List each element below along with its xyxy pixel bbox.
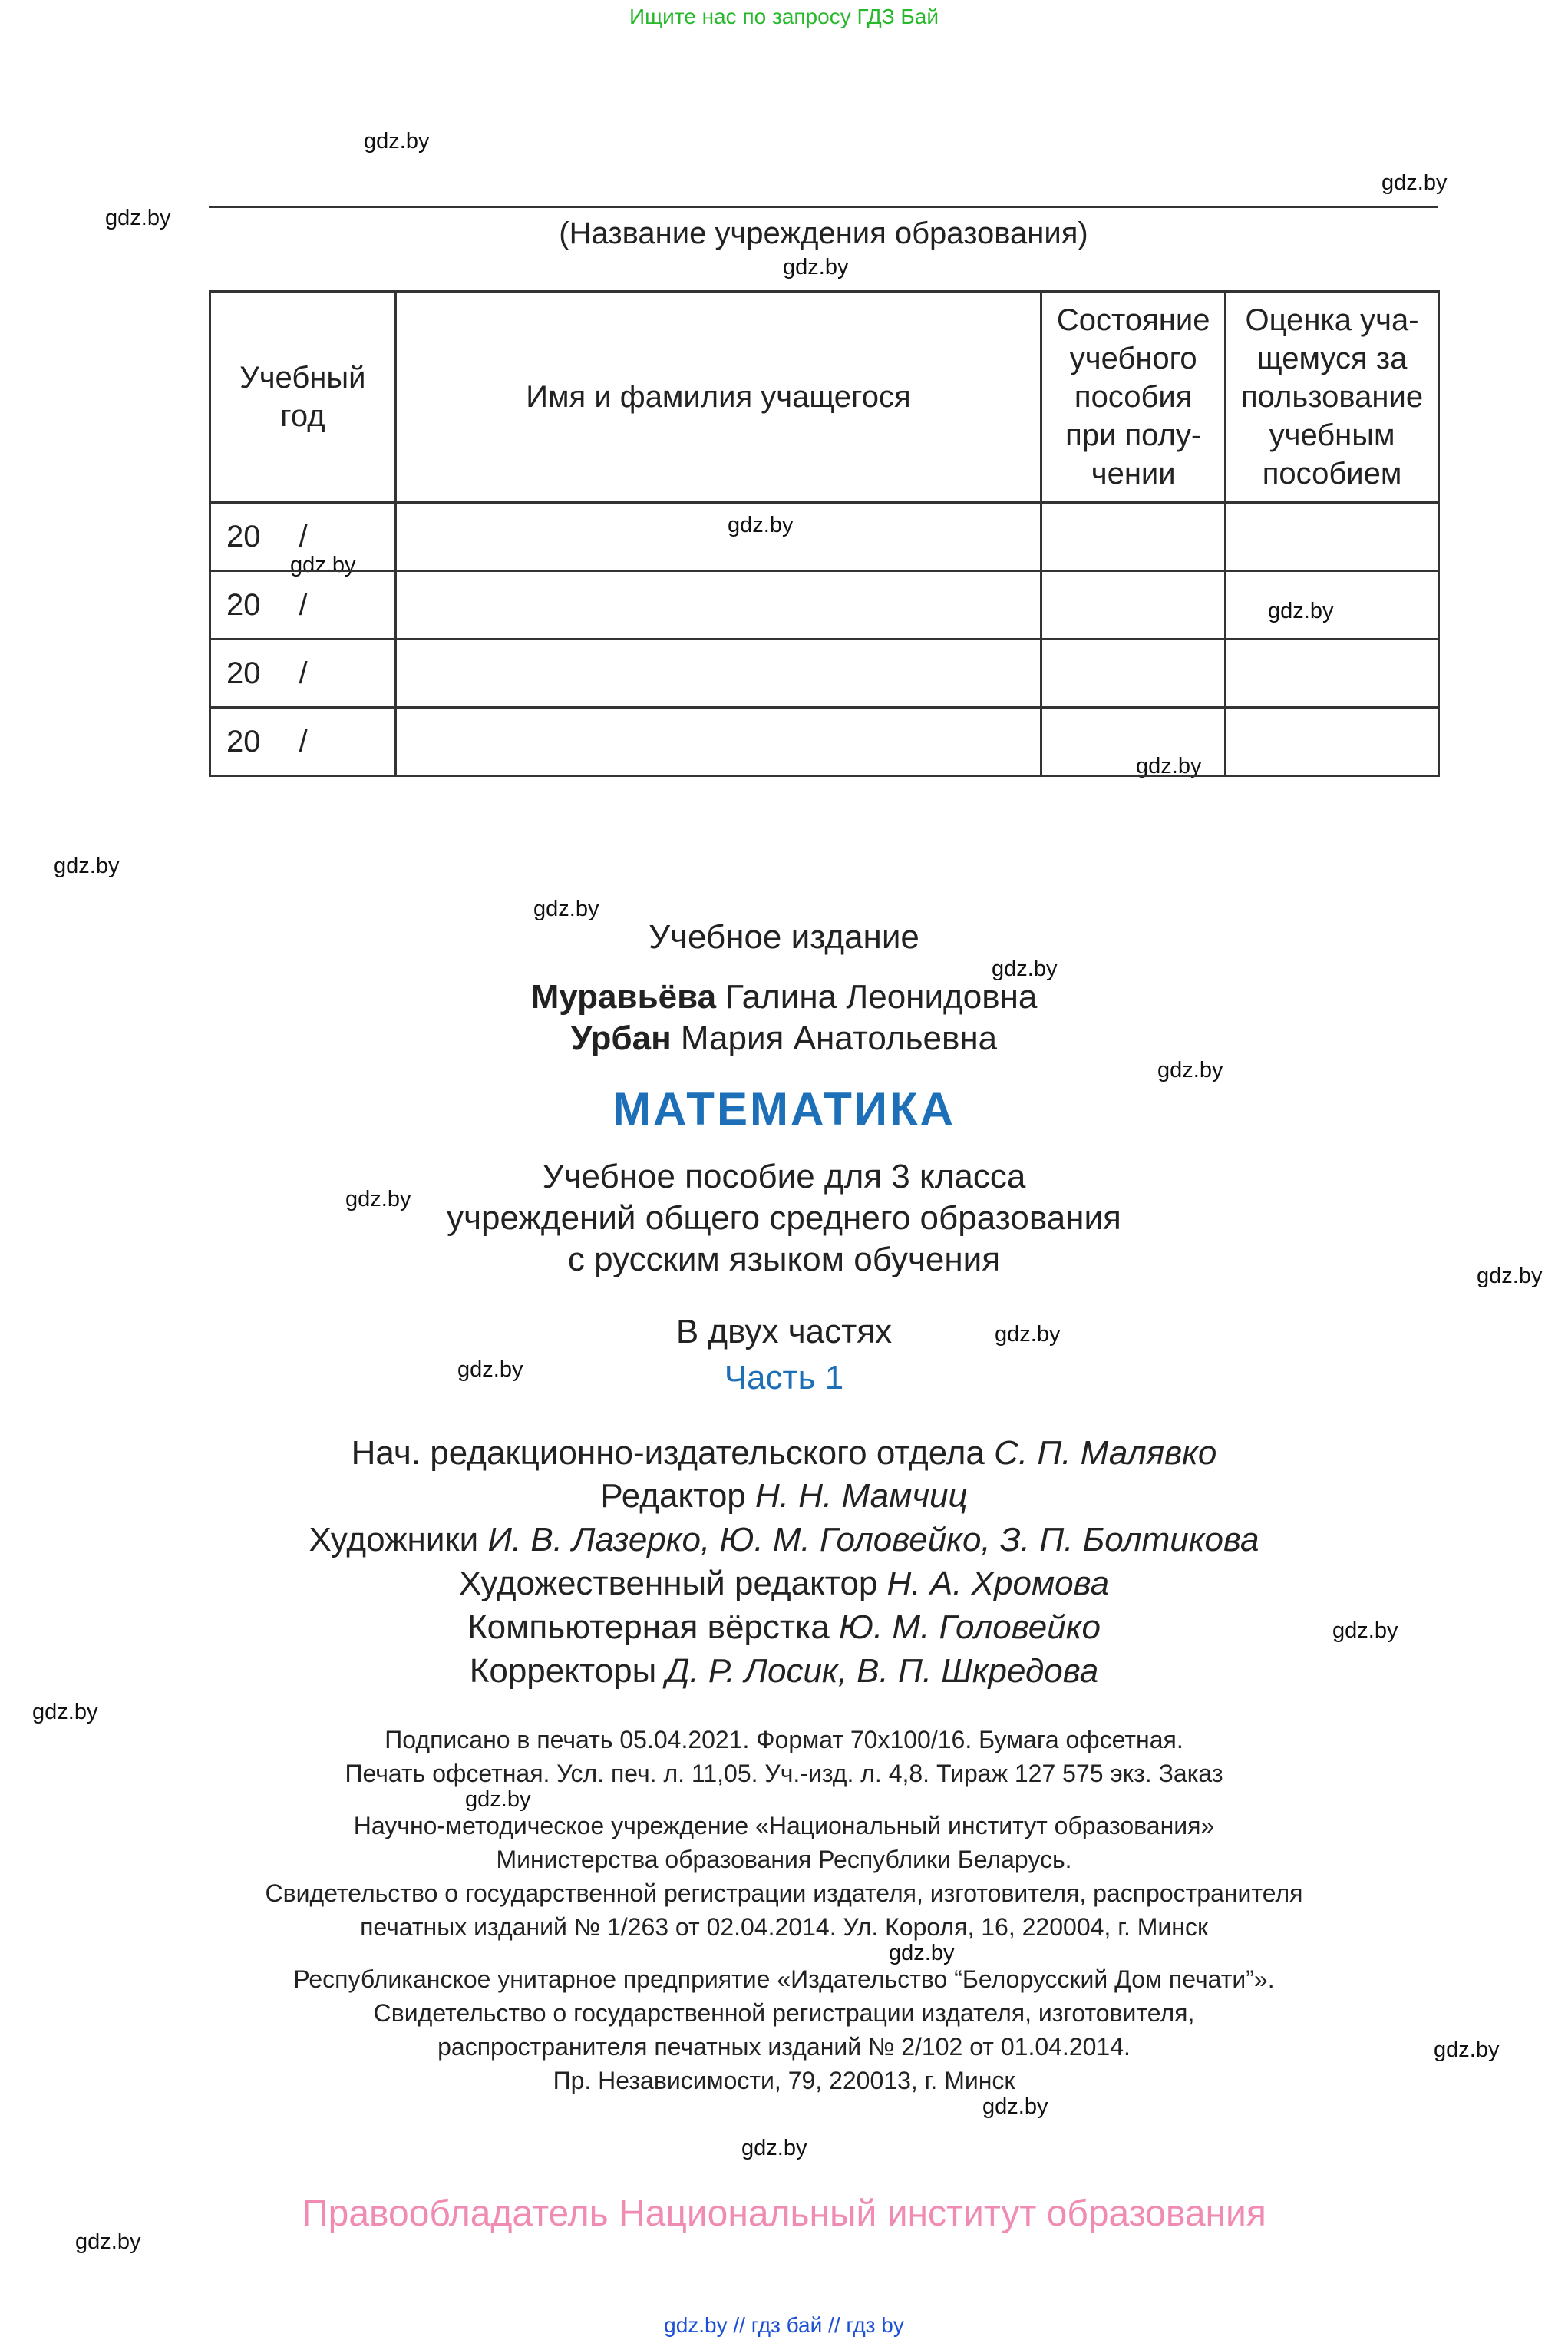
imprint-line: Свидетельство о государственной регистрации издателя, изготовителя, распространителя bbox=[265, 1879, 1303, 1907]
watermark: gdz.by bbox=[728, 513, 794, 537]
year-cell: 20 / bbox=[210, 708, 396, 776]
table-row bbox=[210, 503, 1439, 571]
part-number: Часть 1 bbox=[724, 1359, 844, 1396]
watermark: gdz.by bbox=[783, 255, 849, 279]
watermark: gdz.by bbox=[105, 206, 171, 230]
imprint-line: Министерства образования Республики Беларусь. bbox=[496, 1846, 1072, 1873]
subtitle-line: Учебное пособие для 3 класса bbox=[542, 1158, 1026, 1195]
watermark: gdz.by bbox=[290, 553, 356, 577]
author-line: Муравьёва Галина Леонидовна bbox=[530, 978, 1038, 1016]
watermark: gdz.by bbox=[741, 2136, 807, 2160]
parts-note: В двух частях bbox=[675, 1313, 893, 1350]
watermark: gdz.by bbox=[1157, 1058, 1223, 1082]
condition-cell bbox=[1041, 503, 1226, 571]
watermark: gdz.by bbox=[1268, 599, 1334, 623]
grade-cell bbox=[1226, 640, 1439, 708]
imprint-line: распространителя печатных изданий № 2/102 от 01.04.2014. bbox=[437, 2033, 1131, 2061]
imprint-line: Свидетельство о государственной регистрации издателя, изготовителя, bbox=[373, 1999, 1195, 2027]
watermark: gdz.by bbox=[457, 1357, 523, 1382]
watermark: gdz.by bbox=[1381, 170, 1448, 195]
imprint-line: Печать офсетная. Усл. печ. л. 11,05. Уч.-изд. л. 4,8. Тираж 127 575 экз. Заказ bbox=[345, 1760, 1223, 1787]
imprint-line: Пр. Независимости, 79, 220013, г. Минск bbox=[553, 2067, 1015, 2094]
subtitle-line: учреждений общего среднего образования bbox=[447, 1199, 1121, 1237]
year-cell: 20 / bbox=[210, 503, 396, 571]
table-header-row bbox=[210, 292, 1439, 503]
staff-line: Компьютерная вёрстка Ю. М. Головейко bbox=[467, 1608, 1101, 1646]
watermark: gdz.by bbox=[889, 1941, 955, 1965]
watermark: gdz.by bbox=[1477, 1264, 1543, 1288]
grade-cell bbox=[1226, 708, 1439, 776]
header-grade: Оценка уча- щемуся за пользование учебным пособием bbox=[1226, 292, 1439, 503]
condition-cell bbox=[1041, 708, 1226, 776]
condition-cell bbox=[1041, 571, 1226, 640]
watermark: gdz.by bbox=[32, 1700, 98, 1724]
staff-line: Художники И. В. Лазерко, Ю. М. Головейко, З. П. Болтикова bbox=[309, 1521, 1259, 1558]
table-row bbox=[210, 708, 1439, 776]
imprint-line: Научно-методическое учреждение «Национальный институт образования» bbox=[353, 1812, 1215, 1839]
year-cell: 20 / bbox=[210, 571, 396, 640]
header-student-name: Имя и фамилия учащегося bbox=[395, 292, 1041, 503]
watermark: gdz.by bbox=[54, 854, 120, 878]
watermark: gdz.by bbox=[465, 1787, 531, 1812]
imprint-line: печатных изданий № 1/263 от 02.04.2014. Ул. Короля, 16, 220004, г. Минск bbox=[360, 1913, 1208, 1941]
name-cell bbox=[395, 640, 1041, 708]
watermark: gdz.by bbox=[364, 129, 430, 154]
watermark: gdz.by bbox=[1434, 2038, 1500, 2062]
name-cell bbox=[395, 708, 1041, 776]
staff-line: Корректоры Д. Р. Лосик, В. П. Шкредова bbox=[469, 1652, 1099, 1690]
staff-line: Нач. редакционно-издательского отдела С. П. Малявко bbox=[351, 1434, 1217, 1472]
institution-line bbox=[209, 206, 1438, 208]
name-cell bbox=[395, 571, 1041, 640]
staff-line: Редактор Н. Н. Мамчиц bbox=[600, 1477, 968, 1515]
book-title: МАТЕМАТИКА bbox=[612, 1083, 956, 1135]
year-cell: 20 / bbox=[210, 640, 396, 708]
imprint-line: Республиканское унитарное предприятие «Издательство “Белорусский Дом печати”». bbox=[293, 1965, 1275, 1993]
author-line: Урбан Мария Анатольевна bbox=[570, 1020, 998, 1057]
grade-cell bbox=[1226, 503, 1439, 571]
header-year: Учебный год bbox=[210, 292, 396, 503]
top-search-link[interactable]: Ищите нас по запросу ГДЗ Бай bbox=[629, 5, 939, 28]
watermark: gdz.by bbox=[992, 957, 1058, 981]
table-row bbox=[210, 640, 1439, 708]
name-cell bbox=[395, 503, 1041, 571]
subtitle-line: с русским языком обучения bbox=[567, 1241, 1001, 1278]
imprint-line: Подписано в печать 05.04.2021. Формат 70x100/16. Бумага офсетная. bbox=[385, 1726, 1183, 1753]
staff-line: Художественный редактор Н. А. Хромова bbox=[458, 1565, 1110, 1602]
watermark: gdz.by bbox=[345, 1187, 411, 1211]
watermark: gdz.by bbox=[1136, 754, 1202, 778]
textbook-register-table bbox=[209, 290, 1440, 777]
condition-cell bbox=[1041, 640, 1226, 708]
watermark: gdz.by bbox=[1332, 1618, 1398, 1643]
watermark: gdz.by bbox=[982, 2094, 1048, 2119]
copyright-holder: Правообладатель Национальный институт образования bbox=[302, 2193, 1266, 2234]
institution-caption: (Название учреждения образования) bbox=[559, 216, 1088, 250]
watermark: gdz.by bbox=[995, 1322, 1061, 1347]
watermark: gdz.by bbox=[75, 2229, 141, 2254]
grade-cell bbox=[1226, 571, 1439, 640]
table-row bbox=[210, 571, 1439, 640]
edition-type: Учебное издание bbox=[649, 918, 919, 956]
header-condition: Состояние учебного пособия при полу- чении bbox=[1041, 292, 1226, 503]
bottom-links[interactable]: gdz.by // гдз бай // гдз by bbox=[664, 2313, 904, 2337]
watermark: gdz.by bbox=[533, 897, 599, 921]
